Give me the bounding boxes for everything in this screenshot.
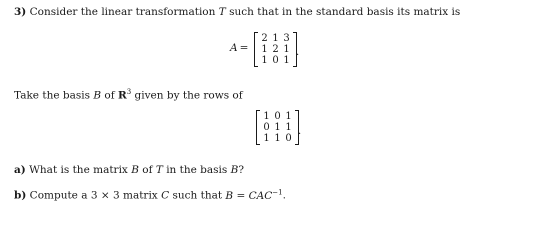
problem-number: 3) xyxy=(14,6,27,18)
basis-text-1: Take the basis xyxy=(14,89,91,102)
symbol-T: T xyxy=(218,6,226,18)
intro-text-1: Consider the linear transformation xyxy=(29,6,216,18)
matrix-basis-end-punct: . xyxy=(298,126,302,137)
matrix-a xyxy=(254,32,300,67)
question-a: a) What is the matrix B of T in the basis B? xyxy=(14,164,244,176)
matrix-a-end-punct: . xyxy=(296,47,300,58)
matrix-basis-cell: 1 xyxy=(285,122,292,133)
matrix-a-cell: 0 xyxy=(272,55,279,66)
symbol-B: B xyxy=(93,89,102,102)
basis-text-3: given by the rows of xyxy=(134,89,243,102)
matrix-basis-cell: 1 xyxy=(263,111,270,122)
basis-text-2: of xyxy=(104,89,115,102)
matrix-a-cell: 3 xyxy=(283,33,290,44)
question-a-label: a) xyxy=(14,164,26,176)
matrix-a-cell: 2 xyxy=(261,33,268,44)
matrix-a-cell: 1 xyxy=(283,44,290,55)
problem-intro xyxy=(14,6,460,19)
question-b-label: b) xyxy=(14,189,27,202)
intro-text-2: such that in the standard basis its matrix is xyxy=(229,6,461,18)
matrix-basis-cell: 0 xyxy=(285,133,292,144)
question-b: b) Compute a 3 × 3 matrix C such that $B = CAC^{-1}$. xyxy=(14,188,286,202)
matrix-a-cell: 2 xyxy=(272,44,279,55)
matrix-basis-cell: 1 xyxy=(263,133,270,144)
matrix-basis-cell: 1 xyxy=(285,111,292,122)
matrix-basis-cell: 1 xyxy=(274,133,281,144)
matrix-basis-rows xyxy=(256,110,302,145)
matrix-a-cell: 1 xyxy=(283,55,290,66)
matrix-basis-cell: 0 xyxy=(263,122,270,133)
symbol-R: R xyxy=(117,89,127,102)
matrix-basis-cell: 1 xyxy=(274,122,281,133)
matrix-a-cell: 1 xyxy=(272,33,279,44)
symbol-R-exponent: 3 xyxy=(126,88,132,96)
basis-statement xyxy=(14,86,243,103)
matrix-a-label: A = xyxy=(230,42,249,54)
matrix-a-cell: 1 xyxy=(261,55,268,66)
matrix-basis-cell: 0 xyxy=(274,111,281,122)
formula-b: $B = CAC^{-1}$ xyxy=(225,188,283,202)
matrix-a-cell: 1 xyxy=(261,44,268,55)
